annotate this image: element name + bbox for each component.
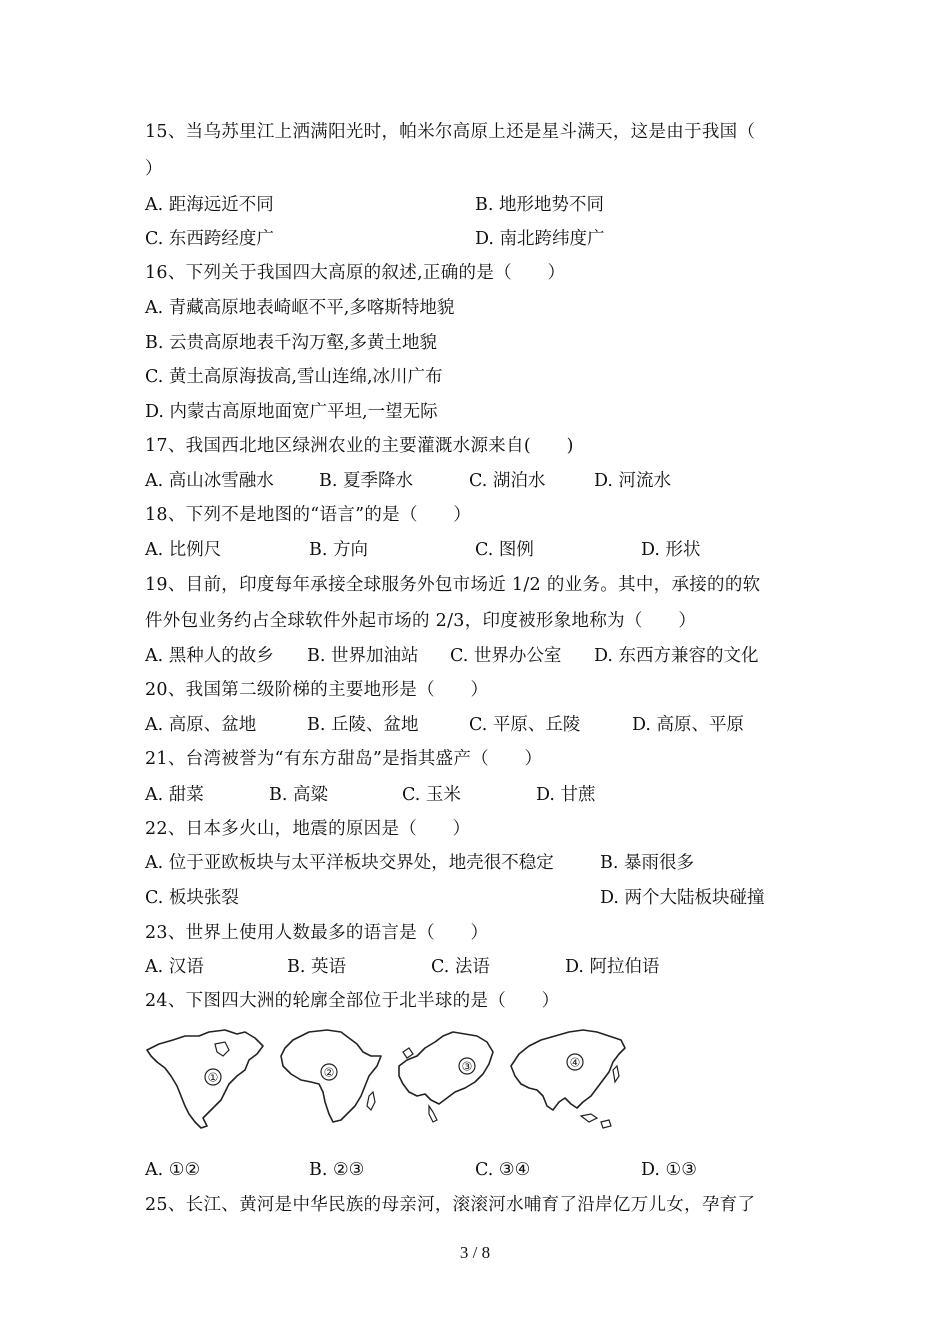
page-number: 3 / 8 — [459, 1243, 491, 1262]
question-19-stem: 件外包业务约占全球软件外起市场的 2/3，印度被形象地称为（ ） — [145, 611, 697, 631]
option-21-a: A. 甜菜 — [145, 785, 204, 805]
map-label: ① — [207, 1070, 219, 1085]
option-19-c: C. 世界办公室 — [450, 646, 562, 666]
option-20-c: C. 平原、丘陵 — [469, 715, 581, 735]
hudson-bay-outline — [215, 1042, 229, 1056]
option-16-a: A. 青藏高原地表崎岖不平,多喀斯特地貌 — [145, 298, 455, 318]
asia-map — [505, 1022, 630, 1137]
question-16-stem: 16、下列关于我国四大高原的叙述,正确的是（ ） — [145, 263, 566, 283]
option-22-d: D. 两个大陆板块碰撞 — [600, 888, 765, 908]
japan-outline — [613, 1066, 619, 1082]
option-23-d: D. 阿拉伯语 — [565, 957, 660, 977]
question-24-stem: 24、下图四大洲的轮廓全部位于北半球的是（ ） — [145, 991, 560, 1011]
option-15-a: A. 距海远近不同 — [145, 195, 274, 215]
question-23-stem: 23、世界上使用人数最多的语言是（ ） — [145, 923, 489, 943]
option-22-a: A. 位于亚欧板块与太平洋板块交界处，地壳很不稳定 — [145, 853, 554, 873]
question-15-stem: 15、当乌苏里江上洒满阳光时，帕米尔高原上还是星斗满天，这是由于我国（ — [145, 122, 756, 142]
option-23-c: C. 法语 — [431, 957, 490, 977]
option-18-b: B. 方向 — [309, 540, 368, 560]
option-24-b: B. ②③ — [309, 1160, 365, 1180]
italy-outline — [429, 1106, 437, 1122]
map-label: ③ — [461, 1059, 473, 1074]
north-america-map — [145, 1022, 267, 1132]
option-20-b: B. 丘陵、盆地 — [307, 715, 419, 735]
question-17-stem: 17、我国西北地区绿洲农业的主要灌溉水源来自( ) — [145, 436, 574, 456]
islands-outline — [581, 1114, 611, 1128]
option-16-d: D. 内蒙古高原地面宽广平坦,一望无际 — [145, 402, 438, 422]
map-label: ④ — [569, 1055, 581, 1070]
madagascar-outline — [367, 1092, 375, 1110]
option-15-b: B. 地形地势不同 — [475, 195, 604, 215]
question-22-stem: 22、日本多火山，地震的原因是（ ） — [145, 819, 471, 839]
option-17-c: C. 湖泊水 — [469, 471, 546, 491]
europe-map — [385, 1022, 500, 1132]
option-21-b: B. 高粱 — [269, 785, 328, 805]
option-22-b: B. 暴雨很多 — [600, 853, 694, 873]
option-20-d: D. 高原、平原 — [632, 715, 745, 735]
question-15-stem: ） — [145, 159, 163, 179]
option-24-d: D. ①③ — [641, 1160, 697, 1180]
option-17-d: D. 河流水 — [594, 471, 672, 491]
option-16-c: C. 黄土高原海拔高,雪山连绵,冰川广布 — [145, 367, 443, 387]
option-16-b: B. 云贵高原地表千沟万壑,多黄土地貌 — [145, 333, 438, 353]
option-15-d: D. 南北跨纬度广 — [475, 229, 605, 249]
option-24-c: C. ③④ — [475, 1160, 531, 1180]
option-23-b: B. 英语 — [287, 957, 346, 977]
option-15-c: C. 东西跨经度广 — [145, 229, 274, 249]
question-25-stem: 25、长江、黄河是中华民族的母亲河，滚滚河水哺育了沿岸亿万儿女，孕育了 — [145, 1195, 756, 1215]
question-18-stem: 18、下列不是地图的“语言”的是（ ） — [145, 505, 472, 525]
option-21-c: C. 玉米 — [402, 785, 461, 805]
option-19-d: D. 东西方兼容的文化 — [594, 646, 759, 666]
asia-outline — [511, 1030, 625, 1110]
europe-outline — [399, 1032, 493, 1104]
question-19-stem: 19、目前，印度每年承接全球服务外包市场近 1/2 的业务。其中，承接的的软 — [145, 575, 761, 595]
question-21-stem: 21、台湾被誉为“有东方甜岛”是指其盛产（ ） — [145, 749, 543, 769]
question-20-stem: 20、我国第二级阶梯的主要地形是（ ） — [145, 680, 489, 700]
option-18-a: A. 比例尺 — [145, 540, 222, 560]
continent-outline-figure — [145, 1022, 635, 1137]
option-17-a: A. 高山冰雪融水 — [145, 471, 274, 491]
option-24-a: A. ①② — [145, 1160, 201, 1180]
option-21-d: D. 甘蔗 — [536, 785, 596, 805]
britain-outline — [403, 1048, 413, 1058]
option-18-c: C. 图例 — [475, 540, 534, 560]
option-19-a: A. 黑种人的故乡 — [145, 646, 274, 666]
africa-map — [271, 1022, 393, 1132]
option-20-a: A. 高原、盆地 — [145, 715, 257, 735]
option-19-b: B. 世界加油站 — [307, 646, 419, 666]
option-22-c: C. 板块张裂 — [145, 888, 239, 908]
option-18-d: D. 形状 — [641, 540, 701, 560]
option-23-a: A. 汉语 — [145, 957, 204, 977]
option-17-b: B. 夏季降水 — [319, 471, 413, 491]
map-label: ② — [323, 1065, 335, 1080]
